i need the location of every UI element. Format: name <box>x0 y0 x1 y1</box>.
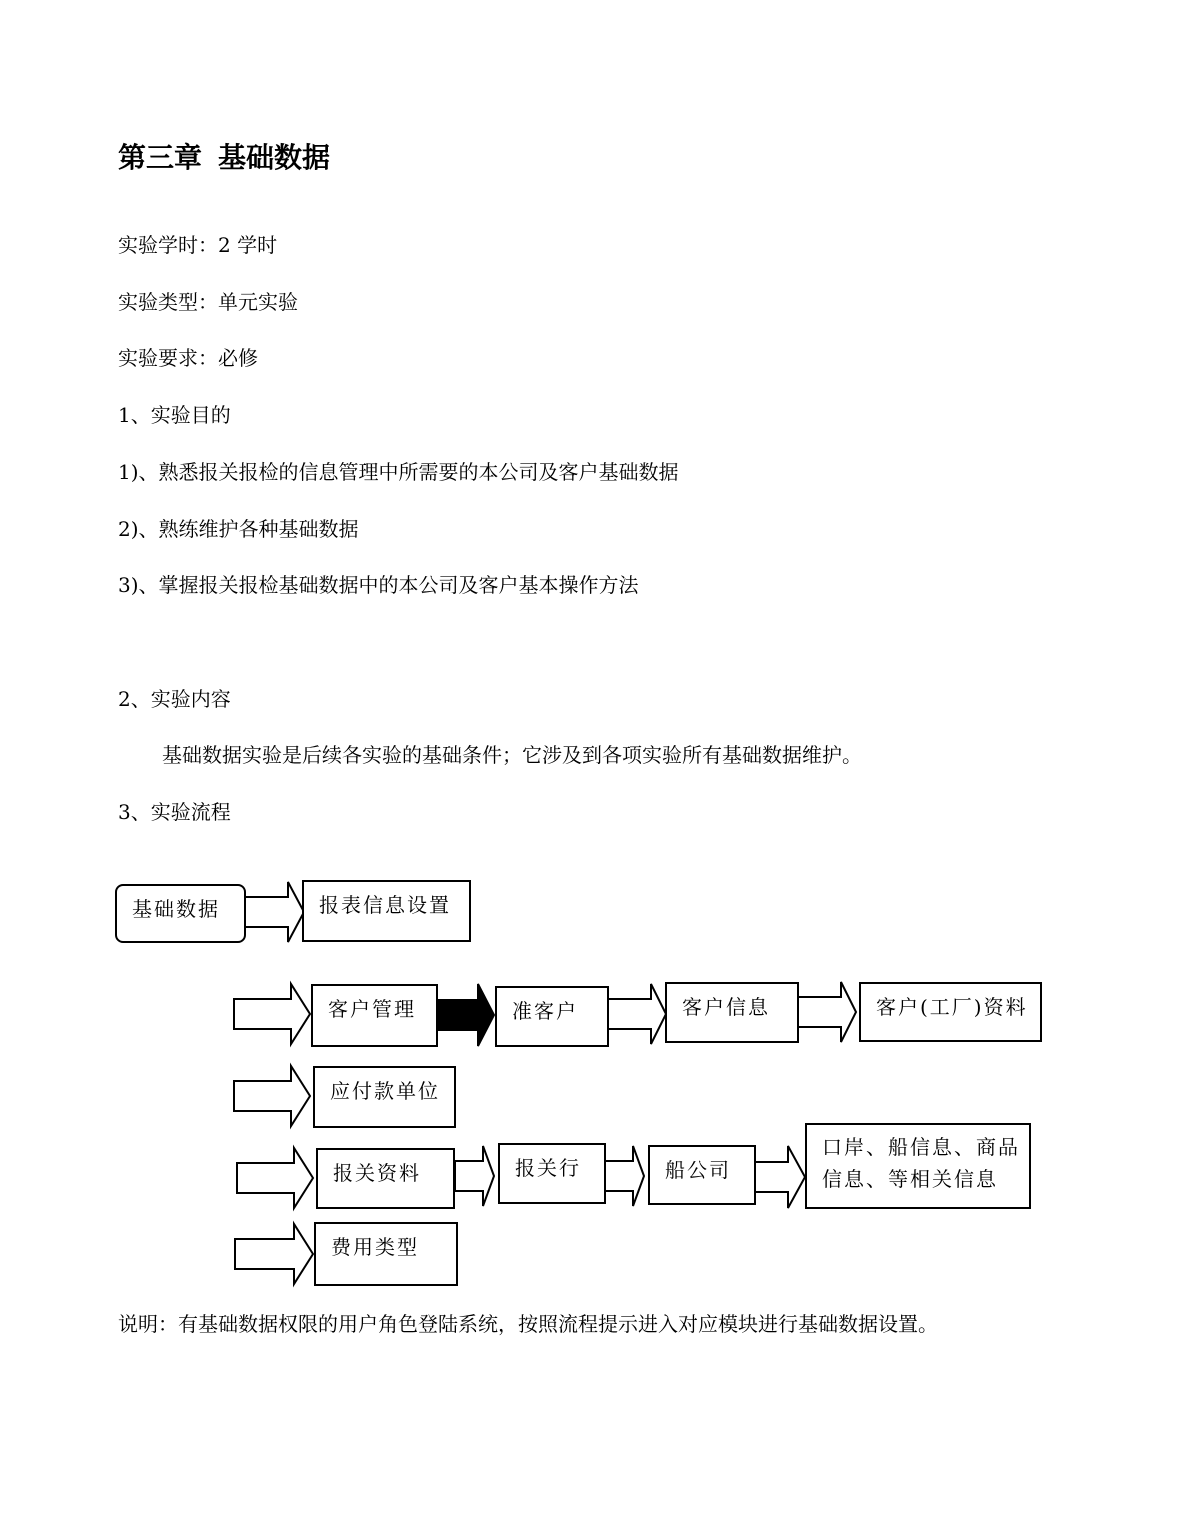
flow-arrow-prospect-info <box>607 982 669 1046</box>
flow-box-customer-info <box>665 982 799 1043</box>
flow-label-customs-data: 报关资料 <box>333 1161 421 1185</box>
flow-label-customs-broker: 报关行 <box>515 1156 581 1180</box>
flow-arrow-into-customer <box>233 982 313 1046</box>
section-title-objectives: 1、实验目的 <box>118 403 231 427</box>
flow-label-related-info-line2: 信息、等相关信息 <box>822 1167 998 1191</box>
flow-box-shipping-company <box>648 1145 756 1205</box>
flow-arrow-shipping-related <box>754 1144 808 1210</box>
flow-box-customs-broker <box>498 1143 606 1204</box>
chapter-title: 基础数据 <box>218 141 331 174</box>
flow-box-payee <box>313 1066 456 1128</box>
flow-label-customer-info: 客户信息 <box>682 995 770 1019</box>
flow-label-root: 基础数据 <box>132 897 220 921</box>
flow-arrow-into-expense <box>234 1222 316 1286</box>
lab-hours: 实验学时：2 学时 <box>118 233 278 257</box>
objective-item-1: 1)、熟悉报关报检的信息管理中所需要的本公司及客户基础数据 <box>118 460 679 484</box>
chapter-number: 第三章 <box>118 141 203 174</box>
flow-arrow-customer-prospect <box>436 982 498 1048</box>
flow-box-related-info <box>805 1123 1031 1209</box>
flow-label-prospect: 准客户 <box>512 999 578 1023</box>
flow-box-prospect <box>495 986 609 1047</box>
flow-box-report-settings <box>302 880 471 942</box>
flow-box-customer-mgmt <box>311 984 438 1047</box>
flow-arrow-info-factory <box>797 980 859 1044</box>
flow-arrow-into-customs-data <box>236 1146 316 1210</box>
objective-item-2: 2)、熟练维护各种基础数据 <box>118 517 359 541</box>
flow-label-shipping-company: 船公司 <box>665 1158 731 1182</box>
content-paragraph: 基础数据实验是后续各实验的基础条件；它涉及到各项实验所有基础数据维护。 <box>162 743 862 767</box>
flow-box-customs-data <box>316 1148 455 1209</box>
flow-arrow-data-broker <box>454 1144 496 1208</box>
flow-arrow-root-report <box>244 880 306 944</box>
flow-label-payee: 应付款单位 <box>330 1079 440 1103</box>
section-title-content: 2、实验内容 <box>118 687 231 711</box>
chapter-heading <box>118 140 330 176</box>
flow-label-customer-mgmt: 客户管理 <box>328 997 416 1021</box>
flow-arrow-broker-shipping <box>604 1144 646 1208</box>
section-title-flow: 3、实验流程 <box>118 800 231 824</box>
note-paragraph: 说明：有基础数据权限的用户角色登陆系统，按照流程提示进入对应模块进行基础数据设置。 <box>118 1312 938 1336</box>
flow-arrow-into-payee <box>233 1064 313 1128</box>
objective-item-3: 3)、掌握报关报检基础数据中的本公司及客户基本操作方法 <box>118 573 639 597</box>
flow-label-expense-type: 费用类型 <box>331 1235 419 1259</box>
flow-label-related-info-line1: 口岸、船信息、商品 <box>822 1135 1020 1159</box>
flow-box-customer-factory <box>859 982 1042 1042</box>
flow-label-report-settings: 报表信息设置 <box>319 893 451 917</box>
lab-type: 实验类型：单元实验 <box>118 290 298 314</box>
lab-requirement: 实验要求：必修 <box>118 346 258 370</box>
flow-box-root <box>115 884 246 943</box>
flow-box-expense-type <box>314 1222 458 1286</box>
flow-label-customer-factory: 客户(工厂)资料 <box>876 995 1028 1019</box>
